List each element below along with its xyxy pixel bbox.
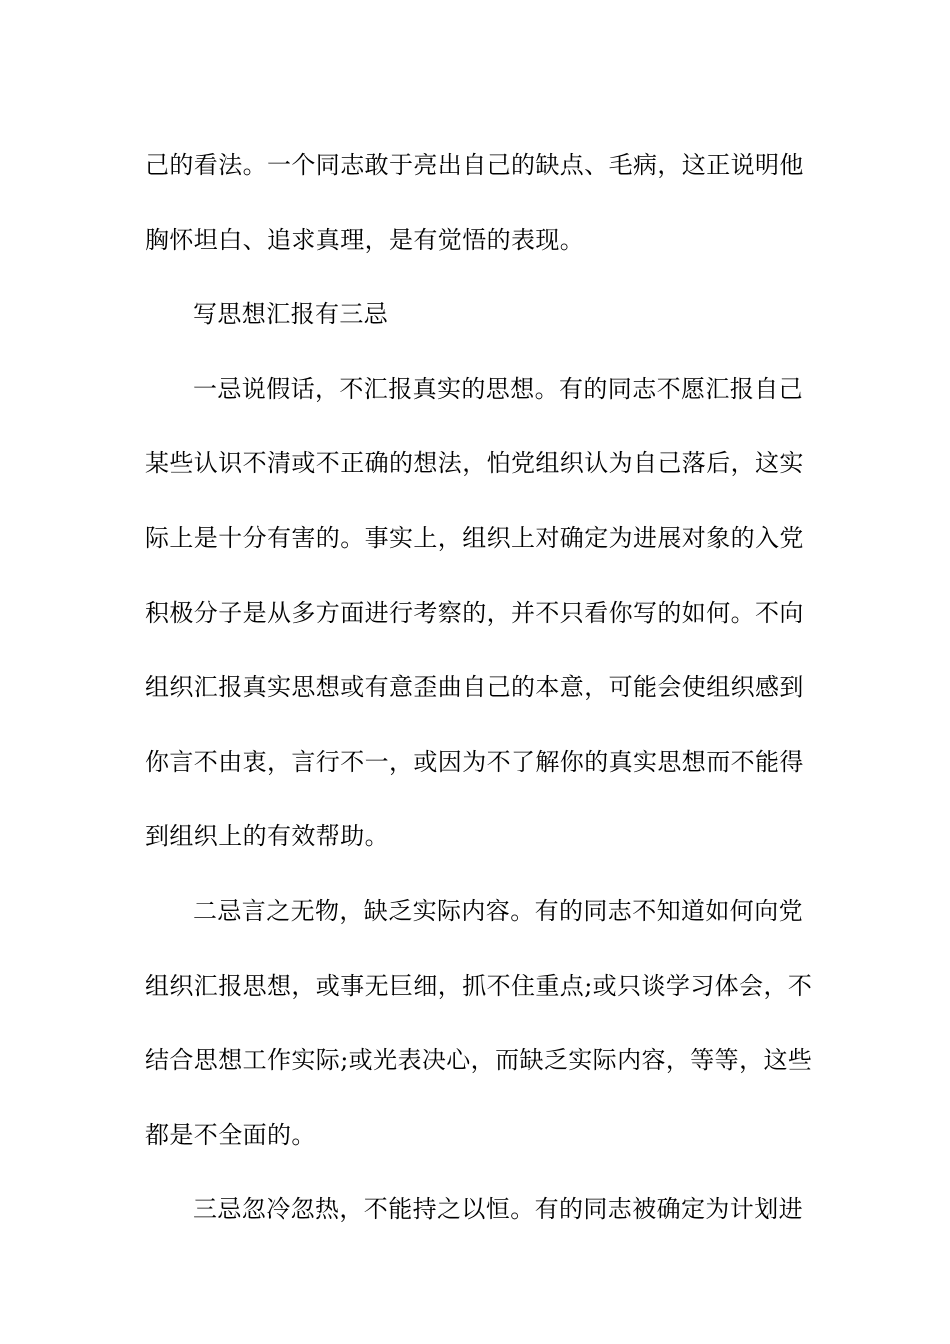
text-line: 胸怀坦白、追求真理，是有觉悟的表现。 — [145, 225, 585, 254]
text-line: 某些认识不清或不正确的想法，怕党组织认为自己落后，这实 — [145, 449, 804, 478]
text-line: 组织汇报真实思想或有意歪曲自己的本意，可能会使组织感到 — [145, 673, 804, 702]
paragraph-first-line: 三忌忽冷忽热，不能持之以恒。有的同志被确定为计划进 — [193, 1195, 803, 1224]
text-line: 结合思想工作实际;或光表决心，而缺乏实际内容，等等，这些 — [145, 1046, 813, 1075]
text-line: 际上是十分有害的。事实上，组织上对确定为进展对象的入党 — [145, 523, 804, 552]
section-heading: 写思想汇报有三忌 — [193, 300, 389, 329]
text-line: 你言不由衷，言行不一，或因为不了解你的真实思想而不能得 — [145, 747, 804, 776]
paragraph-first-line: 二忌言之无物，缺乏实际内容。有的同志不知道如何向党 — [193, 896, 803, 925]
text-line: 己的看法。一个同志敢于亮出自己的缺点、毛病，这正说明他 — [145, 151, 804, 179]
text-line: 积极分子是从多方面进行考察的，并不只看你写的如何。不向 — [145, 598, 804, 627]
text-line: 到组织上的有效帮助。 — [145, 822, 389, 851]
text-line: 都是不全面的。 — [145, 1120, 316, 1149]
document-body — [145, 128, 813, 1247]
paragraph-first-line: 一忌说假话，不汇报真实的思想。有的同志不愿汇报自己 — [193, 374, 803, 403]
text-line: 组织汇报思想，或事无巨细，抓不住重点;或只谈学习体会，不 — [145, 971, 813, 1000]
